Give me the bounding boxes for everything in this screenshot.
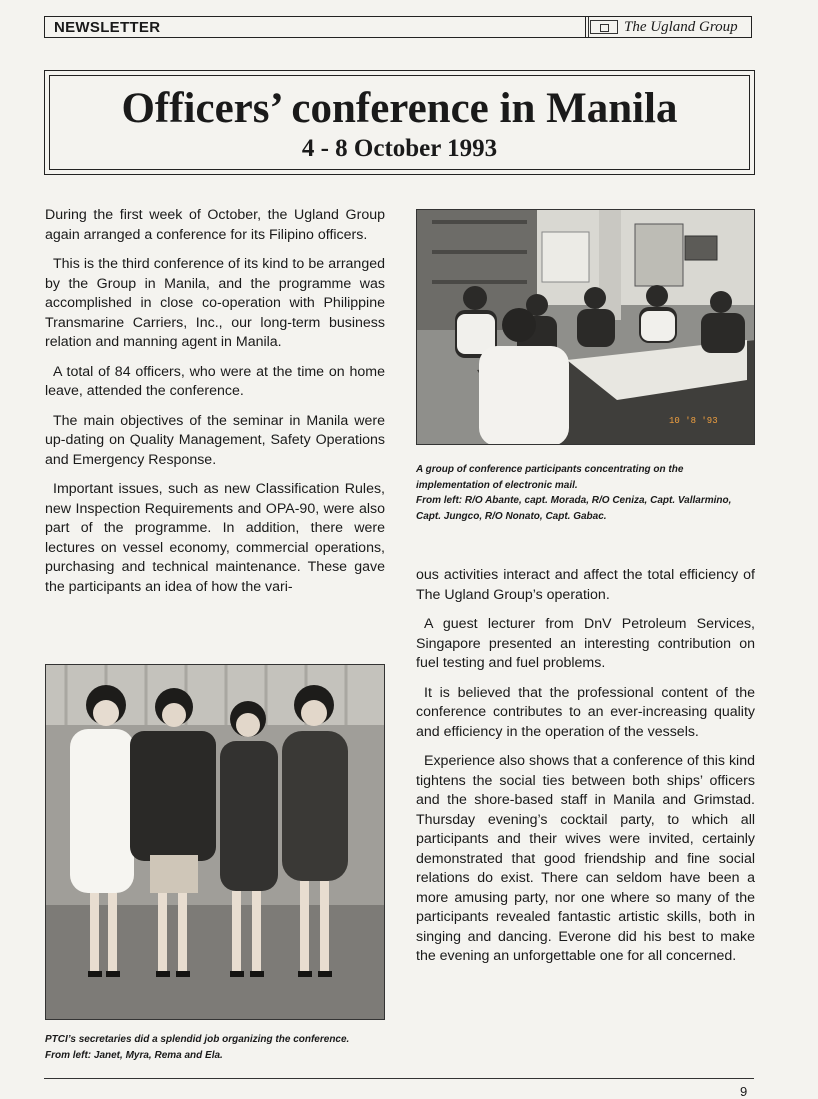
secretaries-photo-image — [46, 665, 385, 1020]
section-label: NEWSLETTER — [54, 19, 161, 36]
paragraph: During the first week of October, the Ugland Group again arranged a conference for its Filipino officers. — [45, 207, 385, 243]
flag-icon — [590, 20, 618, 34]
paragraph: Important issues, such as new Classification Rules, new Inspection Requirements and OPA-90, were also part of the programme. In addition, there were lectures on vessel economy, commercial operations, purchasing and technical maintenance. These gave the participants an idea of how the vari- — [45, 481, 385, 595]
title-box — [44, 70, 755, 175]
paragraph: A guest lecturer from DnV Petroleum Services, Singapore presented an interesting contribution on fuel testing and fuel problems. — [416, 616, 755, 671]
article-column-2 — [416, 566, 755, 977]
article-dates: 4 - 8 October 1993 — [301, 135, 498, 162]
paragraph: A total of 84 officers, who were at the time on home leave, attended the conference. — [45, 363, 385, 399]
caption-line: From left: R/O Abante, capt. Morada, R/O Ceniza, Capt. Vallarmino, Capt. Jungco, R/O Nonato, Capt. Gabac. — [416, 495, 732, 522]
footer-rule — [44, 1078, 754, 1079]
conference-photo-caption — [416, 462, 756, 524]
page-number: 9 — [740, 1084, 748, 1099]
paragraph: Experience also shows that a conference of this kind tightens the social ties between both ships’ officers and the shore-based staff in Manila and Grimstad. Thursday evening’s cocktail party, to which all participants and their wives were invited, certainly demonstrated that good friendship and fine social relations do exist. There can seldom have been a more amusing party, nor one where so many of the participants revealed fantastic artistic skills, both in singing and dancing. Everone did his best to make the evening an unforgettable one for all concerned. — [416, 753, 755, 964]
caption-line: From left: Janet, Myra, Rema and Ela. — [45, 1049, 223, 1061]
paragraph: The main objectives of the seminar in Manila were up-dating on Quality Management, Safety Operations and Emergency Response. — [45, 412, 385, 468]
brand-box — [585, 17, 751, 37]
photo-date-stamp: 10 '8 '93 — [669, 416, 718, 426]
newsletter-header — [44, 16, 752, 38]
article-title: Officers’ conference in Manila — [121, 85, 678, 132]
conference-photo-image — [417, 210, 755, 445]
paragraph: ous activities interact and affect the total efficiency of The Ugland Group’s operation. — [416, 567, 755, 603]
article-column-1 — [45, 206, 385, 607]
caption-line: PTCI’s secretaries did a splendid job organizing the conference. — [45, 1034, 350, 1045]
secretaries-photo — [45, 664, 385, 1020]
title-box-inner — [49, 75, 750, 170]
secretaries-photo-caption — [45, 1032, 385, 1063]
caption-line: A group of conference participants concentrating on the implementation of electronic mail. — [416, 464, 684, 491]
brand-name: The Ugland Group — [624, 18, 738, 35]
conference-photo — [416, 209, 755, 445]
paragraph: This is the third conference of its kind to be arranged by the Group in Manila, and the programme was accomplished in close co-operation with Philippine Transmarine Carriers, Inc., our long-term business relation and manning agent in Manila. — [45, 256, 385, 350]
paragraph: It is believed that the professional content of the conference contributes to an ever-increasing quality and efficiency in the operation of the vessels. — [416, 684, 755, 740]
